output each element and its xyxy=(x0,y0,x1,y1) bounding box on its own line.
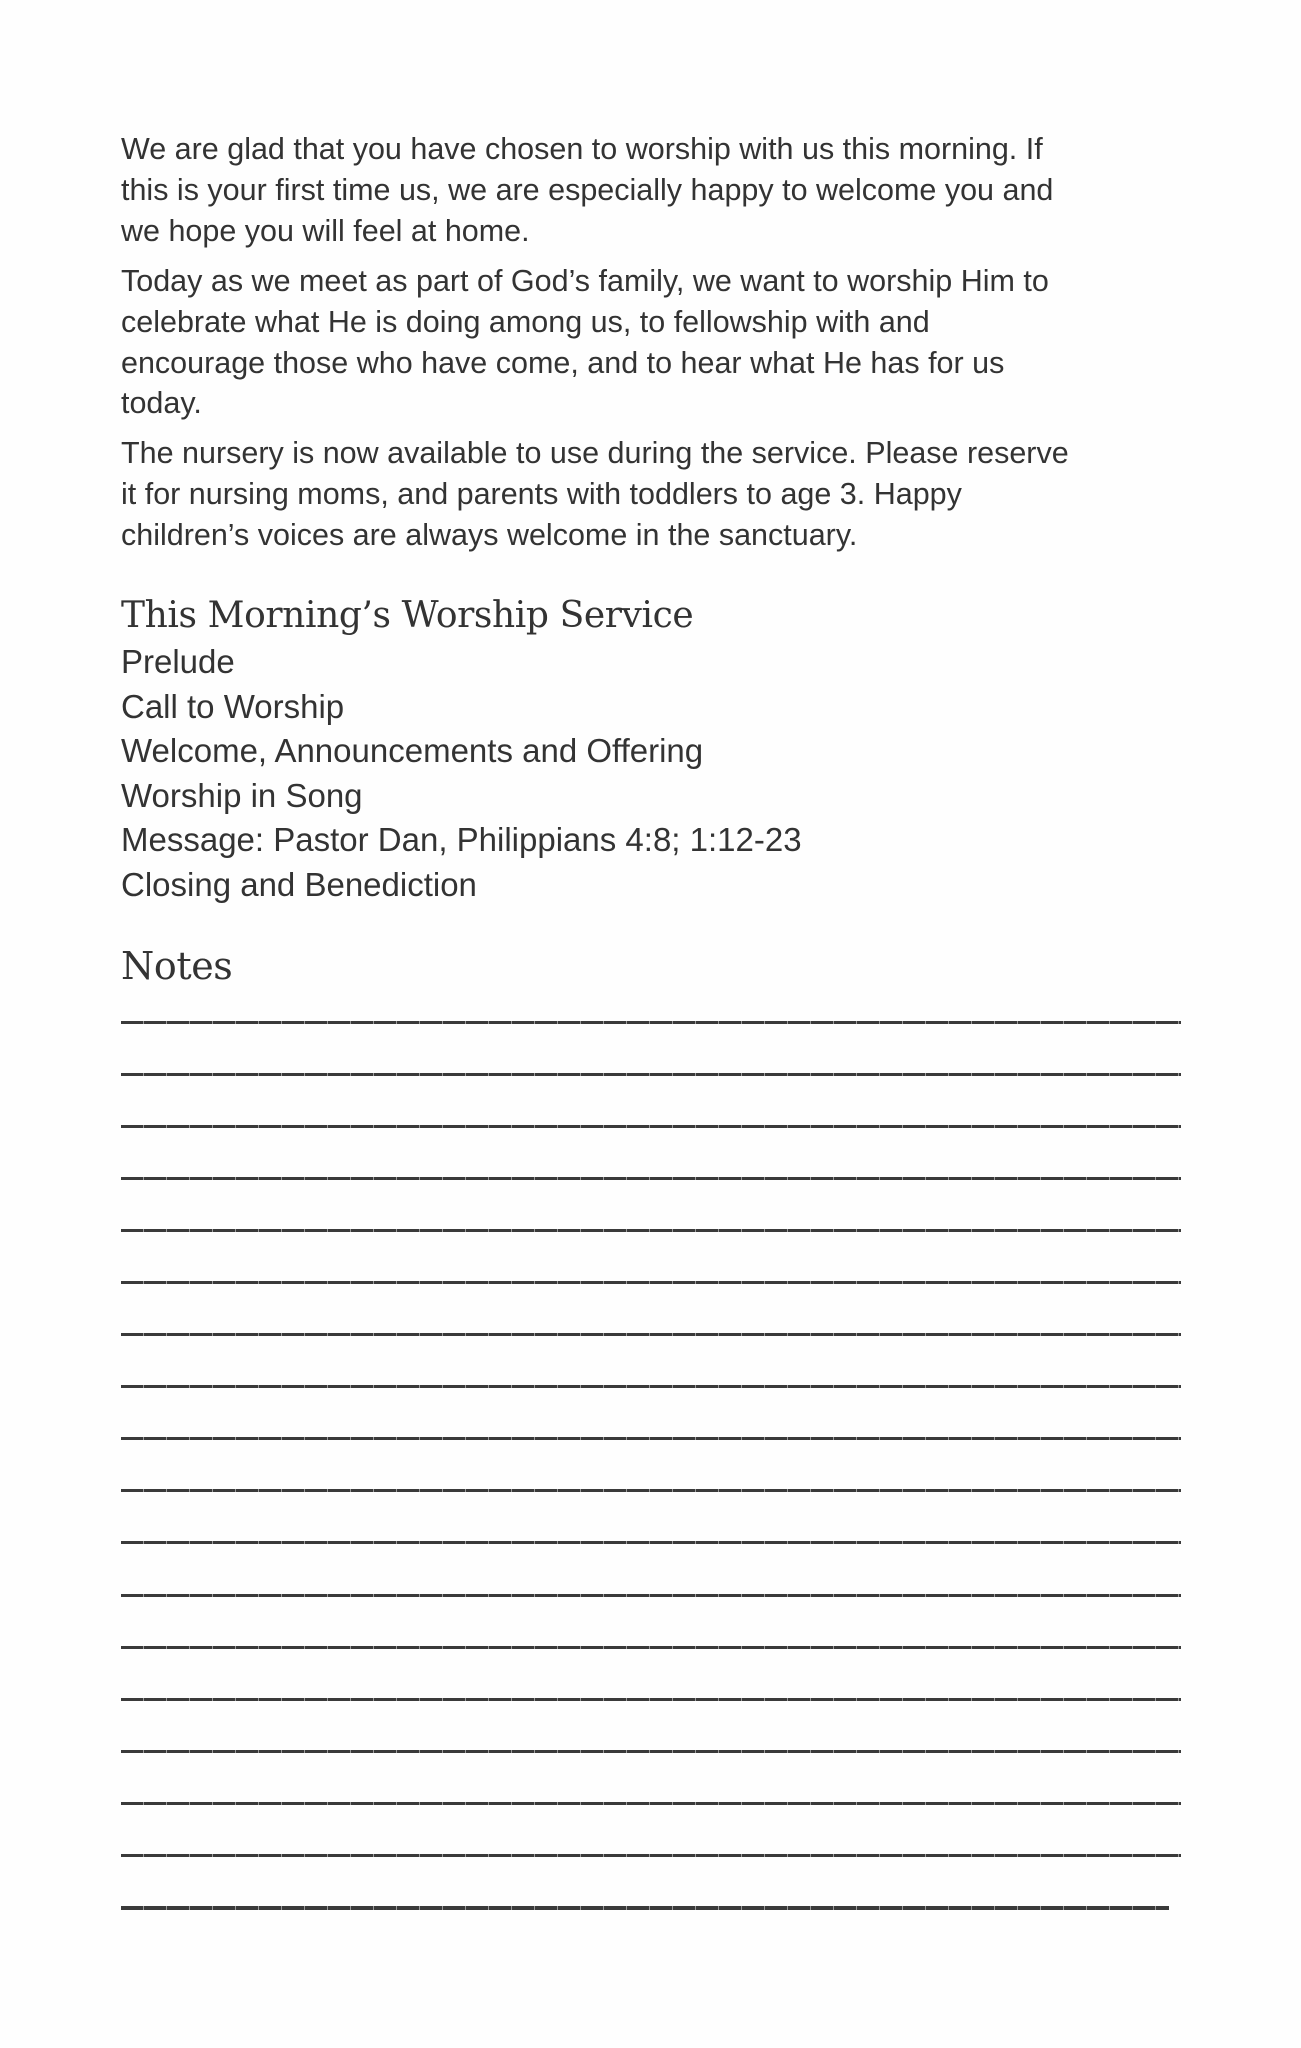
service-item-closing: Closing and Benediction xyxy=(121,865,477,903)
note-line-rule xyxy=(121,1073,1181,1076)
note-line[interactable] xyxy=(121,1062,1181,1114)
paragraph-line: We are glad that you have chosen to worship with us this morning. If xyxy=(121,132,1043,166)
note-line[interactable] xyxy=(121,1635,1181,1687)
fellowship-paragraph xyxy=(121,261,1191,424)
note-line[interactable] xyxy=(121,1687,1181,1739)
service-heading: This Morning’s Worship Service xyxy=(121,595,694,636)
service-item-worship-in-song: Worship in Song xyxy=(121,776,363,814)
paragraph-line: today. xyxy=(121,386,202,421)
note-line[interactable] xyxy=(121,1270,1181,1322)
note-line-rule xyxy=(121,1281,1181,1284)
note-line[interactable] xyxy=(121,1322,1181,1374)
service-item-welcome: Welcome, Announcements and Offering xyxy=(121,732,704,769)
service-item-prelude: Prelude xyxy=(121,643,235,680)
note-line[interactable] xyxy=(121,1895,1181,1947)
note-line[interactable] xyxy=(121,1114,1181,1166)
note-line[interactable] xyxy=(121,1583,1181,1635)
nursery-paragraph xyxy=(121,433,1191,555)
note-line-rule xyxy=(121,1854,1181,1857)
paragraph-line: The nursery is now available to use during the service. Please reserve xyxy=(121,436,1069,470)
note-line-rule xyxy=(121,1125,1181,1128)
notes-lines xyxy=(121,1010,1181,1947)
note-line-rule xyxy=(121,1541,1181,1544)
note-line[interactable] xyxy=(121,1843,1181,1895)
note-line-rule xyxy=(121,1698,1181,1701)
paragraph-line: celebrate what He is doing among us, to fellowship with and xyxy=(121,304,930,339)
note-line-rule xyxy=(121,1177,1181,1180)
note-line[interactable] xyxy=(121,1010,1181,1062)
note-line[interactable] xyxy=(121,1478,1181,1530)
note-line-rule xyxy=(121,1750,1181,1753)
paragraph-line: this is your first time us, we are especially happy to welcome you and xyxy=(121,172,1054,207)
note-line[interactable] xyxy=(121,1530,1181,1582)
notes-heading: Notes xyxy=(121,944,233,988)
note-line[interactable] xyxy=(121,1166,1181,1218)
order-of-service xyxy=(121,640,802,907)
welcome-paragraph xyxy=(121,129,1191,251)
note-line-rule xyxy=(121,1385,1181,1388)
note-line-rule xyxy=(121,1594,1181,1597)
note-line-rule xyxy=(121,1229,1181,1232)
paragraph-line: children’s voices are always welcome in the sanctuary. xyxy=(121,517,858,552)
note-line-rule xyxy=(121,1906,1169,1910)
note-line[interactable] xyxy=(121,1374,1181,1426)
paragraph-line: we hope you will feel at home. xyxy=(121,213,530,248)
paragraph-line: encourage those who have come, and to hear what He has for us xyxy=(121,345,1005,380)
service-item-call-to-worship: Call to Worship xyxy=(121,687,345,725)
paragraph-line: Today as we meet as part of God’s family, we want to worship Him to xyxy=(121,264,1049,298)
paragraph-line: it for nursing moms, and parents with toddlers to age 3. Happy xyxy=(121,476,962,511)
note-line-rule xyxy=(121,1333,1181,1336)
note-line-rule xyxy=(121,1021,1181,1024)
note-line-rule xyxy=(121,1802,1181,1805)
note-line[interactable] xyxy=(121,1739,1181,1791)
note-line-rule xyxy=(121,1437,1181,1440)
note-line-rule xyxy=(121,1646,1181,1649)
note-line[interactable] xyxy=(121,1426,1181,1478)
service-item-message: Message: Pastor Dan, Philippians 4:8; 1:12-23 xyxy=(121,821,802,858)
note-line[interactable] xyxy=(121,1791,1181,1843)
note-line[interactable] xyxy=(121,1218,1181,1270)
note-line-rule xyxy=(121,1489,1181,1492)
